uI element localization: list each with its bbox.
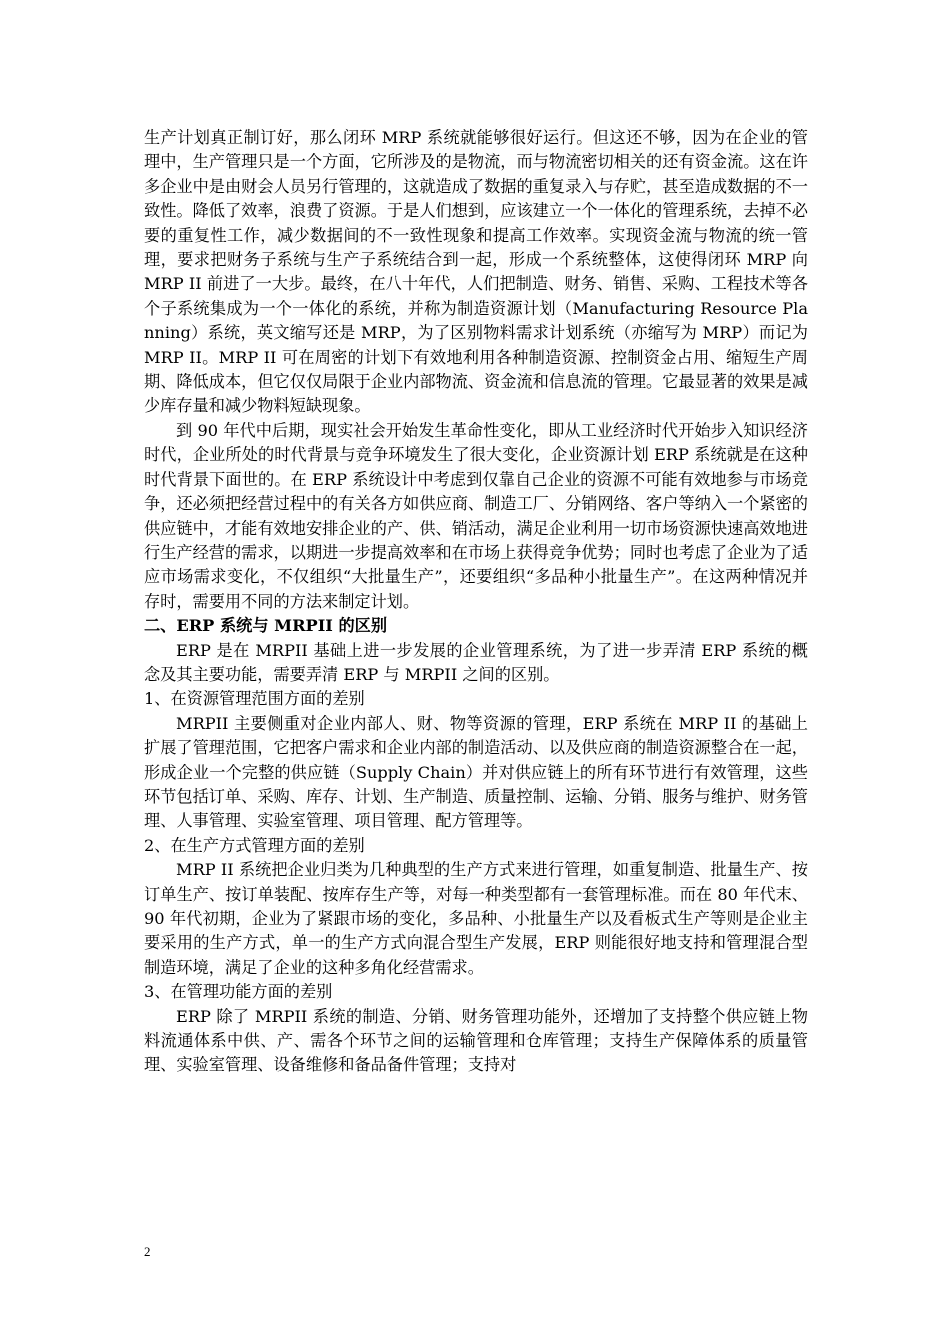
paragraph-management-functions: ERP 除了 MRPII 系统的制造、分销、财务管理功能外，还增加了支持整个供应链上物料流通体系中供、产、需各个环节之间的运输管理和仓库管理；支持生产保障体系的质量管理、实验室管理、设备维修和备品备件管理；支持对 bbox=[144, 1006, 808, 1075]
paragraph-mrp-ii-origin: 生产计划真正制订好，那么闭环 MRP 系统就能够很好运行。但这还不够，因为在企业的管理中，生产管理只是一个方面，它所涉及的是物流，而与物流密切相关的还有资金流。这在许多企业中是由财会人员另行管理的，这就造成了数据的重复录入与存贮，甚至造成数据的不一致性。降低了效率，浪费了资源。于是人们想到，应该建立一个一体化的管理系统，去掉不必要的重复性工作，减少数据间的不一致性现象和提高工作效率。实现资金流与物流的统一管理，要求把财务子系统与生产子系统结合到一起，形成一个系统整体，这使得闭环 MRP 向 MRP II 前进了一大步。最终，在八十年代，人们把制造、财务、销售、采购、工程技术等各个子系统集成为一个一体化的系统，并称为制造资源计划（Manufacturing Resource Planning）系统，英文缩写还是 MRP，为了区别物料需求计划系统（亦缩写为 MRP）而记为 MRP II。MRP II 可在周密的计划下有效地利用各种制造资源、控制资金占用、缩短生产周期、降低成本，但它仅仅局限于企业内部物流、资金流和信息流的管理。它最显著的效果是减少库存量和减少物料短缺现象。 bbox=[144, 128, 808, 416]
subheading-management-functions: 3、在管理功能方面的差别 bbox=[144, 982, 333, 1002]
paragraph-resource-scope: MRPII 主要侧重对企业内部人、财、物等资源的管理，ERP 系统在 MRP II 的基础上扩展了管理范围，它把客户需求和企业内部的制造活动、以及供应商的制造资源整合在一起，形成企业一个完整的供应链（Supply Chain）并对供应链上的所有环节进行有效管理，这些环节包括订单、采购、库存、计划、生产制造、质量控制、运输、分销、服务与维护、财务管理、人事管理、实验室管理、项目管理、配方管理等。 bbox=[144, 713, 808, 831]
subheading-resource-scope: 1、在资源管理范围方面的差别 bbox=[144, 689, 365, 709]
paragraph-production-mode: MRP II 系统把企业归类为几种典型的生产方式来进行管理，如重复制造、批量生产、按订单生产、按订单装配、按库存生产等，对每一种类型都有一套管理标准。而在 80 年代末、90 年代初期，企业为了紧跟市场的变化，多品种、小批量生产以及看板式生产等则是企业主要采用的生产方式，单一的生产方式向混合型生产发展，ERP 则能很好地支持和管理混合型制造环境，满足了企业的这种多角化经营需求。 bbox=[144, 860, 808, 977]
paragraph-erp-intro: ERP 是在 MRPII 基础上进一步发展的企业管理系统，为了进一步弄清 ERP 系统的概念及其主要功能，需要弄清 ERP 与 MRPII 之间的区别。 bbox=[144, 640, 808, 684]
paragraph-erp-background: 到 90 年代中后期，现实社会开始发生革命性变化，即从工业经济时代开始步入知识经济时代，企业所处的时代背景与竞争环境发生了很大变化，企业资源计划 ERP 系统就是在这种时代背景下面世的。在 ERP 系统设计中考虑到仅靠自己企业的资源不可能有效地参与市场竞争，还必须把经营过程中的有关各方如供应商、制造工厂、分销网络、客户等纳入一个紧密的供应链中，才能有效地安排企业的产、供、销活动，满足企业利用一切市场资源快速高效地进行生产经营的需求，以期进一步提高效率和在市场上获得竞争优势；同时也考虑了企业为了适应市场需求变化，不仅组织“大批量生产”，还要组织“多品种小批量生产”。在这两种情况并存时，需要用不同的方法来制定计划。 bbox=[144, 420, 808, 611]
section-heading-erp-vs-mrpii: 二、ERP 系统与 MRPII 的区别 bbox=[144, 616, 388, 636]
document-body bbox=[144, 126, 808, 1078]
subheading-production-mode: 2、在生产方式管理方面的差别 bbox=[144, 835, 365, 855]
page-number: 2 bbox=[144, 1244, 151, 1259]
